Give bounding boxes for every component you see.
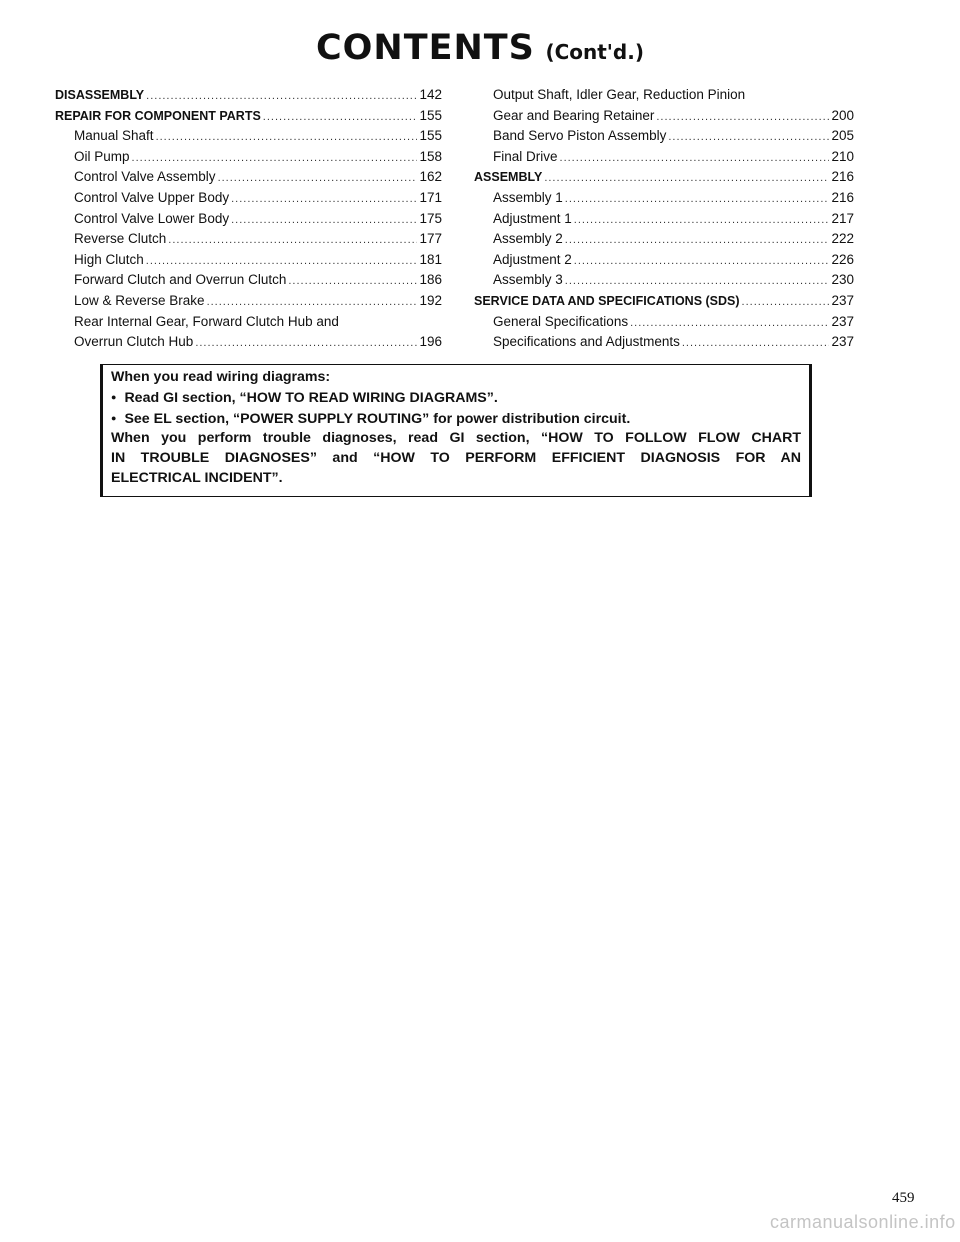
toc-entry-page: 237 (831, 292, 854, 308)
toc-entry (55, 147, 442, 168)
dot-leader (156, 127, 418, 148)
toc-entry-page: 226 (831, 251, 854, 267)
wiring-diagram-notice (100, 364, 812, 497)
dot-leader (207, 292, 418, 313)
page-title (0, 28, 960, 68)
toc-entry-label: Low & Reverse Brake (74, 292, 205, 308)
toc-entry-label: Band Servo Piston Assembly (493, 128, 667, 144)
toc-entry (55, 126, 442, 147)
toc-entry-page: 158 (419, 148, 442, 164)
dot-leader (288, 271, 417, 292)
notice-paragraph-line: When you perform trouble diagnoses, read GI section, “HOW TO FOLLOW FLOW CHART (111, 430, 801, 447)
notice-paragraph-line: ELECTRICAL INCIDENT”. (111, 469, 283, 486)
toc-entry-page: 216 (831, 169, 854, 185)
toc-entry-label: Control Valve Lower Body (74, 210, 230, 226)
notice-bullet-text: Read GI section, “HOW TO READ WIRING DIAGRAMS”. (124, 389, 498, 406)
toc-entry (474, 332, 854, 353)
toc-entry-label: REPAIR FOR COMPONENT PARTS (55, 108, 261, 123)
toc-entry-label: Adjustment 2 (493, 251, 572, 267)
notice-bullet (111, 388, 801, 409)
notice-bullet (111, 409, 801, 430)
dot-leader (742, 292, 830, 313)
toc-section-heading (55, 85, 442, 106)
toc-entry (55, 209, 442, 230)
dot-leader (565, 230, 830, 251)
dot-leader (263, 107, 418, 128)
dot-leader (656, 107, 829, 128)
toc-section-heading (55, 106, 442, 127)
toc-entry-page: 217 (831, 210, 854, 226)
toc-entry-page: 205 (831, 128, 854, 144)
notice-heading: When you read wiring diagrams: (111, 369, 331, 385)
toc-entry (474, 188, 854, 209)
toc-entry (55, 188, 442, 209)
dot-leader (195, 333, 417, 354)
toc-entry-label: Final Drive (493, 148, 558, 164)
toc-entry-page: 222 (831, 231, 854, 247)
toc-entry-page: 155 (419, 128, 442, 144)
toc-entry (474, 106, 854, 127)
toc-entry (474, 270, 854, 291)
dot-leader (574, 251, 830, 272)
toc-entry-page: 186 (419, 272, 442, 288)
toc-entry-label: Overrun Clutch Hub (74, 334, 194, 350)
dot-leader (630, 313, 829, 334)
watermark: carmanualsonline.info (770, 1212, 956, 1232)
toc-entry (55, 270, 442, 291)
toc-entry-page: 237 (831, 334, 854, 350)
toc-entry-label: Forward Clutch and Overrun Clutch (74, 272, 287, 288)
dot-leader (168, 230, 417, 251)
toc-entry-label: Rear Internal Gear, Forward Clutch Hub and (74, 313, 339, 329)
dot-leader (146, 86, 417, 107)
dot-leader (231, 210, 417, 231)
toc-right-column (474, 85, 854, 353)
toc-entry (55, 250, 442, 271)
toc-entry-page: 196 (419, 334, 442, 350)
dot-leader (231, 189, 417, 210)
toc-left-column (55, 85, 442, 353)
toc-entry (474, 209, 854, 230)
toc-entry-page: 230 (831, 272, 854, 288)
dot-leader (565, 189, 830, 210)
toc-entry (55, 229, 442, 250)
toc-entry (55, 167, 442, 188)
toc-entry (55, 291, 442, 312)
toc-entry-label: Gear and Bearing Retainer (493, 107, 655, 123)
toc-entry-label: High Clutch (74, 251, 144, 267)
toc-entry-page: 200 (831, 107, 854, 123)
toc-entry (474, 312, 854, 333)
notice-bullet-text: See EL section, “POWER SUPPLY ROUTING” for power distribution circuit. (124, 410, 631, 427)
toc-entry-page: 162 (419, 169, 442, 185)
toc-entry-label: DISASSEMBLY (55, 88, 145, 102)
toc-entry-label: SERVICE DATA AND SPECIFICATIONS (SDS) (474, 293, 740, 308)
toc-entry-label: Output Shaft, Idler Gear, Reduction Pinion (493, 87, 746, 102)
toc-entry (474, 85, 854, 106)
toc-entry-page: 177 (419, 231, 442, 247)
title-main: CONTENTS (315, 28, 535, 68)
toc-entry-page: 192 (419, 292, 442, 308)
toc-entry-page: 216 (831, 189, 854, 205)
dot-leader (218, 168, 418, 189)
toc-entry-label: Assembly 3 (493, 272, 563, 288)
toc-entry-page: 237 (831, 313, 854, 329)
title-sub: (Cont'd.) (545, 40, 644, 64)
dot-leader (560, 148, 830, 169)
dot-leader (574, 210, 830, 231)
toc-entry (55, 312, 442, 333)
toc-entry-page: 155 (419, 107, 442, 123)
toc-section-heading (474, 291, 854, 312)
toc-entry-label: Adjustment 1 (493, 210, 572, 226)
toc-entry-label: Manual Shaft (74, 128, 154, 144)
toc-entry-label: Reverse Clutch (74, 231, 167, 247)
dot-leader (565, 271, 830, 292)
toc-entry (55, 332, 442, 353)
page-number: 459 (892, 1190, 915, 1206)
toc-entry-page: 210 (831, 148, 854, 164)
dot-leader (544, 168, 829, 189)
toc-entry-label: Oil Pump (74, 148, 130, 164)
toc-entry-label: Specifications and Adjustments (493, 334, 680, 350)
dot-leader (146, 251, 418, 272)
notice-paragraph-line: IN TROUBLE DIAGNOSES” and “HOW TO PERFORM EFFICIENT DIAGNOSIS FOR AN (111, 450, 801, 467)
dot-leader (668, 127, 829, 148)
dot-leader (682, 333, 830, 354)
toc-entry-label: General Specifications (493, 313, 629, 329)
dot-leader (132, 148, 418, 169)
toc-entry-page: 175 (419, 210, 442, 226)
toc-entry (474, 126, 854, 147)
toc-entry-label: Assembly 2 (493, 231, 563, 247)
toc-entry (474, 147, 854, 168)
toc-section-heading (474, 167, 854, 188)
toc-entry (474, 229, 854, 250)
toc-entry-label: Control Valve Upper Body (74, 189, 230, 205)
toc-entry-page: 171 (419, 189, 442, 205)
toc-entry-label: Assembly 1 (493, 189, 563, 205)
toc-entry-label: Control Valve Assembly (74, 169, 216, 185)
toc-entry-page: 142 (419, 87, 442, 102)
toc-entry-label: ASSEMBLY (474, 170, 543, 185)
toc-entry-page: 181 (419, 251, 442, 267)
toc-entry (474, 250, 854, 271)
